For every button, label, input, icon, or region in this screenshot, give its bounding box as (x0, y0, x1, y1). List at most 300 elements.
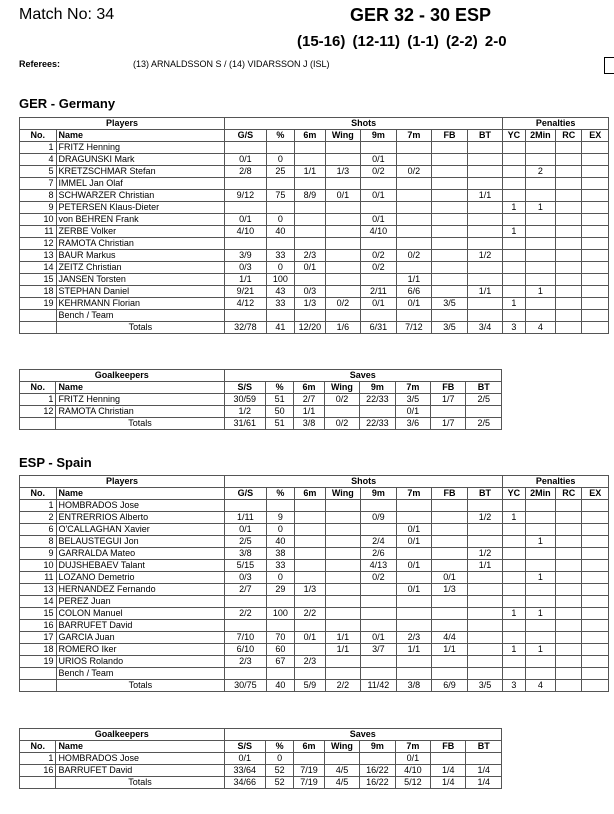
player-row (20, 202, 609, 214)
total-cell: 41 (266, 322, 294, 334)
stat-cell (325, 202, 361, 214)
save-cell: 0/1 (395, 753, 430, 765)
player-row (20, 596, 609, 608)
stat-cell (295, 310, 325, 322)
stat-cell: 9 (266, 512, 294, 524)
stat-cell (556, 656, 582, 668)
stat-cell (325, 560, 361, 572)
stat-cell (582, 154, 609, 166)
stat-cell: 2/3 (396, 632, 432, 644)
stat-cell (503, 584, 525, 596)
saves-group-header: Saves (224, 729, 501, 741)
stat-cell (467, 166, 503, 178)
stat-cell: 1/3 (295, 584, 325, 596)
stat-cell: 1/1 (325, 644, 361, 656)
stat-cell: 100 (266, 608, 294, 620)
player-row (20, 620, 609, 632)
stat-cell (225, 596, 267, 608)
stat-cell (467, 238, 503, 250)
save-cell: 0 (266, 753, 294, 765)
stat-cell (325, 668, 361, 680)
stat-cell (556, 154, 582, 166)
stat-cell (525, 656, 555, 668)
total-cell: 5/9 (295, 680, 325, 692)
stat-cell (396, 596, 432, 608)
stat-cell (467, 644, 503, 656)
player-name: O'CALLAGHAN Xavier (56, 524, 225, 536)
stat-cell: 1 (525, 286, 555, 298)
bench-label: Bench / Team (56, 668, 225, 680)
stat-cell (361, 524, 397, 536)
stat-cell: 2/6 (361, 548, 397, 560)
save-cell: 4/10 (395, 765, 430, 777)
stat-cell: 0/1 (225, 524, 267, 536)
stat-cell (266, 178, 294, 190)
total-cell: 3 (503, 680, 525, 692)
player-number: 19 (20, 656, 57, 668)
stat-cell (582, 632, 609, 644)
stat-cell: 1/1 (325, 632, 361, 644)
stat-cell (266, 310, 294, 322)
stat-cell: 0/3 (225, 262, 267, 274)
player-row (20, 274, 609, 286)
player-number: 2 (20, 512, 57, 524)
save-cell: 2/7 (294, 394, 324, 406)
team-title-ger: GER - Germany (19, 96, 116, 111)
stat-cell (432, 262, 468, 274)
total-cell: 3/8 (396, 680, 432, 692)
stat-cell (556, 298, 582, 310)
stat-cell (295, 274, 325, 286)
stat-cell (432, 608, 468, 620)
stat-cell: 0/1 (295, 632, 325, 644)
stat-cell: 1 (503, 202, 525, 214)
stat-cell: 2/3 (295, 250, 325, 262)
stat-cell (503, 310, 525, 322)
stat-cell (295, 500, 325, 512)
stat-cell (361, 500, 397, 512)
stat-cell: 4/13 (361, 560, 397, 572)
player-name: COLON Manuel (56, 608, 225, 620)
stat-cell (582, 202, 609, 214)
stat-cell (582, 190, 609, 202)
save-cell: 50 (266, 406, 294, 418)
col-header-pct: % (266, 130, 294, 142)
stat-cell: 1 (525, 536, 555, 548)
stat-cell (432, 142, 468, 154)
stat-cell (467, 668, 503, 680)
stat-cell: 2/8 (225, 166, 267, 178)
player-number: 15 (20, 274, 57, 286)
stat-cell: 1/1 (396, 644, 432, 656)
stat-cell: 29 (266, 584, 294, 596)
player-name: PEREZ Juan (56, 596, 225, 608)
total-cell: 3 (503, 322, 525, 334)
stat-cell (361, 274, 397, 286)
stat-cell (396, 310, 432, 322)
totals-number (20, 680, 57, 692)
stat-cell: 60 (266, 644, 294, 656)
stat-cell: 9/12 (225, 190, 267, 202)
player-number: 10 (20, 214, 57, 226)
stat-cell: 40 (266, 226, 294, 238)
save-cell (466, 406, 502, 418)
save-cell (324, 753, 359, 765)
player-name: SCHWARZER Christian (56, 190, 225, 202)
player-row (20, 560, 609, 572)
total-cell: 51 (266, 418, 294, 430)
stat-cell (582, 274, 609, 286)
player-number: 12 (20, 238, 57, 250)
team-title-esp: ESP - Spain (19, 455, 92, 470)
save-cell: 52 (266, 765, 294, 777)
stat-cell: 2/5 (225, 536, 267, 548)
player-number: 1 (20, 142, 57, 154)
player-number: 15 (20, 608, 57, 620)
stat-cell (266, 668, 294, 680)
col-header-rc: RC (556, 488, 582, 500)
col-header-gs: G/S (225, 488, 267, 500)
player-name: ZEITZ Christian (56, 262, 225, 274)
stat-cell: 0 (266, 572, 294, 584)
stat-cell (295, 596, 325, 608)
penalties-group-header: Penalties (503, 476, 609, 488)
stat-cell (361, 620, 397, 632)
stat-cell: 0/2 (396, 250, 432, 262)
player-row (20, 286, 609, 298)
col-header-bt: BT (466, 382, 502, 394)
stat-cell (525, 238, 555, 250)
gk-totals-row (20, 418, 502, 430)
stat-cell (396, 512, 432, 524)
esp-players-table (19, 475, 609, 692)
player-name: GARRALDA Mateo (56, 548, 225, 560)
player-name: RAMOTA Christian (56, 238, 225, 250)
match-number: Match No: 34 (19, 6, 115, 23)
player-number: 13 (20, 250, 57, 262)
stat-cell (525, 310, 555, 322)
stat-cell (325, 572, 361, 584)
total-cell: 31/61 (224, 418, 266, 430)
save-cell: 1/4 (466, 765, 502, 777)
stat-cell (467, 178, 503, 190)
totals-row (20, 680, 609, 692)
stat-cell: 4/10 (361, 226, 397, 238)
stat-cell: 1/1 (225, 274, 267, 286)
stat-cell: 2/3 (225, 656, 267, 668)
stat-cell (525, 154, 555, 166)
col-header-ex: EX (582, 488, 609, 500)
stat-cell (525, 524, 555, 536)
total-cell: 6/9 (432, 680, 468, 692)
stat-cell (467, 500, 503, 512)
goalkeepers-group-header: Goalkeepers (20, 729, 225, 741)
stat-cell (361, 142, 397, 154)
stat-cell: 0/1 (396, 298, 432, 310)
total-cell: 3/5 (467, 680, 503, 692)
stat-cell: 1 (503, 512, 525, 524)
stat-cell: 0/1 (396, 584, 432, 596)
col-header-6m: 6m (295, 488, 325, 500)
stat-cell (295, 202, 325, 214)
stat-cell: 3/5 (432, 298, 468, 310)
stat-cell: 0 (266, 214, 294, 226)
stat-cell (325, 178, 361, 190)
stat-cell (556, 500, 582, 512)
player-row (20, 584, 609, 596)
stat-cell (556, 584, 582, 596)
stat-cell (432, 596, 468, 608)
player-name: HERNANDEZ Fernando (56, 584, 225, 596)
stat-cell: 8/9 (295, 190, 325, 202)
col-header-yc: YC (503, 130, 525, 142)
total-cell: 4/5 (324, 777, 359, 789)
stat-cell (295, 154, 325, 166)
col-header-bt: BT (467, 488, 503, 500)
bench-row (20, 310, 609, 322)
save-cell: 1/2 (224, 406, 266, 418)
stat-cell (582, 500, 609, 512)
player-number: 13 (20, 584, 57, 596)
total-cell: 4 (525, 680, 555, 692)
stat-cell (325, 656, 361, 668)
col-header-fb: FB (431, 741, 466, 753)
save-cell: 1/7 (431, 394, 466, 406)
stat-cell (467, 584, 503, 596)
stat-cell: 70 (266, 632, 294, 644)
stat-cell (503, 560, 525, 572)
stat-cell (556, 560, 582, 572)
stat-cell (295, 548, 325, 560)
col-header-bt: BT (466, 741, 502, 753)
goalkeeper-number: 12 (20, 406, 56, 418)
stat-cell (325, 596, 361, 608)
stat-cell (396, 668, 432, 680)
player-number: 11 (20, 572, 57, 584)
stat-cell: 2/2 (295, 608, 325, 620)
player-number: 6 (20, 524, 57, 536)
stat-cell (525, 500, 555, 512)
stat-cell: 1/1 (467, 190, 503, 202)
stat-cell (295, 178, 325, 190)
total-cell: 5/12 (395, 777, 430, 789)
col-header-ss: S/S (224, 741, 266, 753)
stat-cell (432, 238, 468, 250)
player-row (20, 632, 609, 644)
stat-cell (361, 608, 397, 620)
stat-cell: 0/1 (361, 154, 397, 166)
stat-cell (396, 500, 432, 512)
bench-number (20, 668, 57, 680)
final-score: GER 32 - 30 ESP (350, 5, 492, 25)
stat-cell: 0/9 (361, 512, 397, 524)
total-cell: 3/4 (467, 322, 503, 334)
save-cell (324, 406, 359, 418)
stat-cell (556, 274, 582, 286)
stat-cell (361, 202, 397, 214)
stat-cell (325, 142, 361, 154)
stat-cell (325, 548, 361, 560)
stat-cell (467, 202, 503, 214)
player-row (20, 548, 609, 560)
totals-label: Totals (56, 322, 225, 334)
stat-cell (325, 286, 361, 298)
col-header-ex: EX (582, 130, 609, 142)
stat-cell (503, 548, 525, 560)
stat-cell (325, 512, 361, 524)
goalkeeper-row (20, 394, 502, 406)
stat-cell (582, 310, 609, 322)
player-number: 11 (20, 226, 57, 238)
stat-cell: 0/1 (396, 560, 432, 572)
stat-cell: 3/8 (225, 548, 267, 560)
stat-cell: 3/7 (361, 644, 397, 656)
col-header-2min: 2Min (525, 488, 555, 500)
stat-cell (582, 584, 609, 596)
player-number: 18 (20, 286, 57, 298)
stat-cell (582, 560, 609, 572)
stat-cell: 33 (266, 298, 294, 310)
col-header-9m: 9m (360, 382, 395, 394)
goalkeeper-name: HOMBRADOS Jose (56, 753, 224, 765)
player-row (20, 572, 609, 584)
stat-cell (582, 298, 609, 310)
stat-cell (396, 214, 432, 226)
col-header-6m: 6m (295, 130, 325, 142)
stat-cell: 4/4 (432, 632, 468, 644)
totals-number (20, 777, 56, 789)
stat-cell (525, 620, 555, 632)
goalkeepers-group-header: Goalkeepers (20, 370, 225, 382)
col-header-6m: 6m (294, 741, 324, 753)
save-cell: 33/64 (224, 765, 266, 777)
stat-cell (582, 596, 609, 608)
goalkeeper-row (20, 753, 502, 765)
stat-cell (225, 668, 267, 680)
stat-cell (396, 262, 432, 274)
stat-cell: 2/3 (295, 656, 325, 668)
stat-cell (361, 584, 397, 596)
stat-cell (467, 656, 503, 668)
player-row (20, 226, 609, 238)
stat-cell (556, 202, 582, 214)
stat-cell (295, 524, 325, 536)
stat-cell (266, 238, 294, 250)
penalties-group-header: Penalties (503, 118, 609, 130)
stat-cell (467, 154, 503, 166)
stat-cell (503, 166, 525, 178)
stat-cell (396, 202, 432, 214)
col-header-pct: % (266, 741, 294, 753)
stat-cell (525, 512, 555, 524)
stat-cell (525, 214, 555, 226)
stat-cell (525, 596, 555, 608)
stat-cell (432, 214, 468, 226)
stat-cell (556, 668, 582, 680)
player-row (20, 524, 609, 536)
stat-cell (582, 262, 609, 274)
stat-cell (396, 238, 432, 250)
stat-cell: 1/1 (467, 286, 503, 298)
stat-cell: 6/10 (225, 644, 267, 656)
player-number: 17 (20, 632, 57, 644)
player-row (20, 536, 609, 548)
stat-cell (295, 644, 325, 656)
stat-cell: 2 (525, 166, 555, 178)
stat-cell (467, 226, 503, 238)
stat-cell (556, 608, 582, 620)
stat-cell (325, 154, 361, 166)
col-header-pct: % (266, 382, 294, 394)
stat-cell (467, 524, 503, 536)
save-cell: 4/5 (324, 765, 359, 777)
stat-cell: 1 (525, 202, 555, 214)
player-row (20, 250, 609, 262)
save-cell: 16/22 (360, 765, 395, 777)
player-number: 4 (20, 154, 57, 166)
stat-cell (225, 178, 267, 190)
stat-cell (295, 560, 325, 572)
stat-cell: 0/1 (396, 524, 432, 536)
totals-label: Totals (56, 680, 225, 692)
stat-cell (432, 656, 468, 668)
player-name: JANSEN Torsten (56, 274, 225, 286)
players-group-header: Players (20, 118, 225, 130)
total-cell: 3/8 (294, 418, 324, 430)
player-row (20, 608, 609, 620)
stat-cell: 0/1 (361, 632, 397, 644)
stat-cell (525, 298, 555, 310)
player-name: PETERSEN Klaus-Dieter (56, 202, 225, 214)
stat-cell (325, 250, 361, 262)
esp-goalkeepers-table (19, 728, 502, 789)
stat-cell (325, 214, 361, 226)
stat-cell (525, 262, 555, 274)
stat-cell (503, 620, 525, 632)
stat-cell (432, 560, 468, 572)
save-cell (431, 406, 466, 418)
stat-cell (525, 250, 555, 262)
stat-cell (582, 548, 609, 560)
stat-cell (325, 524, 361, 536)
stat-cell (582, 178, 609, 190)
stat-cell: 0/3 (225, 572, 267, 584)
col-header-7m: 7m (396, 488, 432, 500)
totals-number (20, 322, 57, 334)
player-number: 1 (20, 500, 57, 512)
player-number: 14 (20, 596, 57, 608)
stat-cell (582, 142, 609, 154)
stat-cell (525, 142, 555, 154)
stat-cell (432, 524, 468, 536)
col-header-9m: 9m (361, 130, 397, 142)
stat-cell: 0/1 (361, 298, 397, 310)
stat-cell (556, 178, 582, 190)
stat-cell: 0/1 (325, 190, 361, 202)
stat-cell: 4/12 (225, 298, 267, 310)
stat-cell: 1 (525, 572, 555, 584)
stat-cell (556, 142, 582, 154)
stat-cell (225, 500, 267, 512)
player-name: FRITZ Henning (56, 142, 225, 154)
total-cell: 11/42 (361, 680, 397, 692)
stat-cell (582, 572, 609, 584)
stat-cell (432, 310, 468, 322)
stat-cell (525, 274, 555, 286)
total-cell: 30/75 (225, 680, 267, 692)
stat-cell (432, 512, 468, 524)
player-row (20, 512, 609, 524)
